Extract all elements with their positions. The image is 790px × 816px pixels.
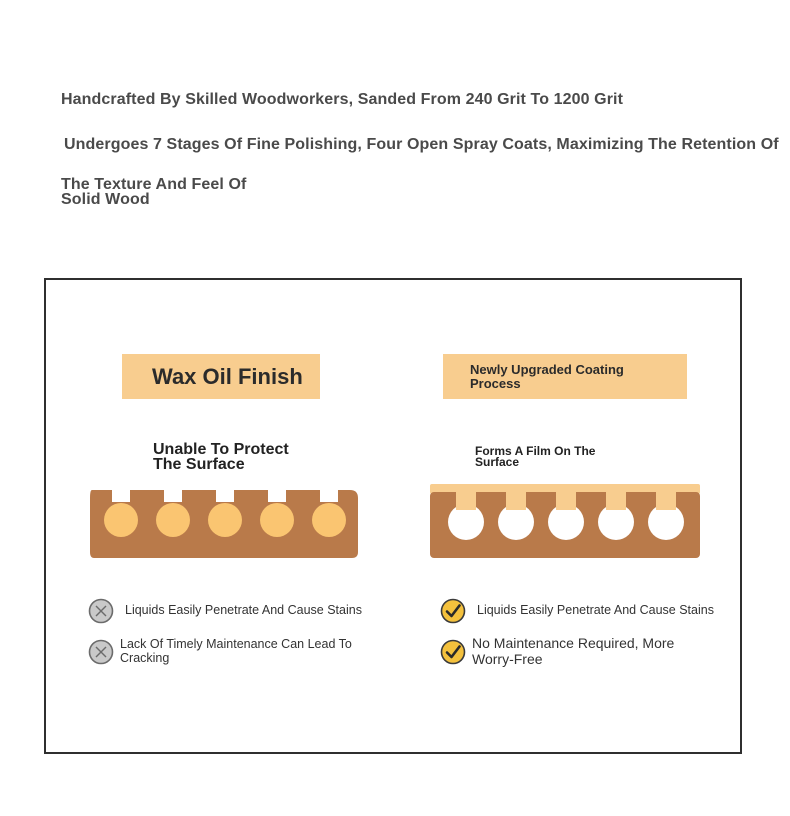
intro-line-3a: The Texture And Feel Of (61, 176, 247, 193)
pore-opening (112, 486, 130, 502)
right-point-2-text (472, 635, 674, 667)
pore-seal (456, 492, 476, 510)
intro-line-3 (61, 177, 246, 207)
left-subtitle-line-1: Unable To Protect (153, 441, 289, 458)
coating-process-title (443, 363, 640, 391)
left-point-2-line-2: Cracking (120, 651, 170, 665)
left-point-1-text: Liquids Easily Penetrate And Cause Stains (125, 603, 362, 617)
pore (260, 503, 294, 537)
left-point-2 (88, 639, 114, 670)
pore (156, 503, 190, 537)
pore-seal (506, 492, 526, 510)
intro-line-1: Handcrafted By Skilled Woodworkers, Sanded From 240 Grit To 1200 Grit (61, 91, 624, 108)
pore-opening (216, 486, 234, 502)
right-point-1 (440, 598, 466, 629)
wax-oil-finish-label (122, 354, 320, 399)
left-subtitle (153, 442, 289, 472)
coating-process-label (443, 354, 687, 399)
right-point-2 (440, 639, 466, 670)
pore-seal (656, 492, 676, 510)
coating-title-line-2: Process (470, 375, 521, 391)
right-subtitle-line-2: Surface (475, 455, 520, 469)
intro-line-2: Undergoes 7 Stages Of Fine Polishing, Four Open Spray Coats, Maximizing The Retention Of (64, 136, 779, 153)
intro-line-3b: Solid Wood (61, 191, 150, 208)
right-point-1-text: Liquids Easily Penetrate And Cause Stains (477, 603, 714, 617)
pore-seal (606, 492, 626, 510)
pore-opening (164, 486, 182, 502)
right-subtitle (475, 446, 595, 468)
left-point-2-line-1: Lack Of Timely Maintenance Can Lead To (120, 637, 352, 651)
pore (208, 503, 242, 537)
coated-wood-diagram (428, 482, 702, 562)
pore-opening (320, 486, 338, 502)
x-circle-icon (88, 639, 114, 665)
right-point-2-line-1: No Maintenance Required, More (472, 635, 675, 651)
wax-oil-finish-title: Wax Oil Finish (152, 363, 303, 389)
pore-seal (556, 492, 576, 510)
left-point-2-text (120, 637, 352, 665)
left-subtitle-line-2: The Surface (153, 456, 245, 473)
right-point-2-line-2: Worry-Free (472, 651, 543, 667)
pore (312, 503, 346, 537)
check-circle-icon (440, 598, 466, 624)
left-point-1 (88, 598, 114, 629)
coating-title-line-1: Newly Upgraded Coating (470, 361, 624, 377)
right-subtitle-line-1: Forms A Film On The (475, 444, 596, 458)
pore (104, 503, 138, 537)
pore-opening (268, 486, 286, 502)
wax-oil-wood-diagram (88, 486, 360, 560)
check-circle-icon (440, 639, 466, 665)
x-circle-icon (88, 598, 114, 624)
